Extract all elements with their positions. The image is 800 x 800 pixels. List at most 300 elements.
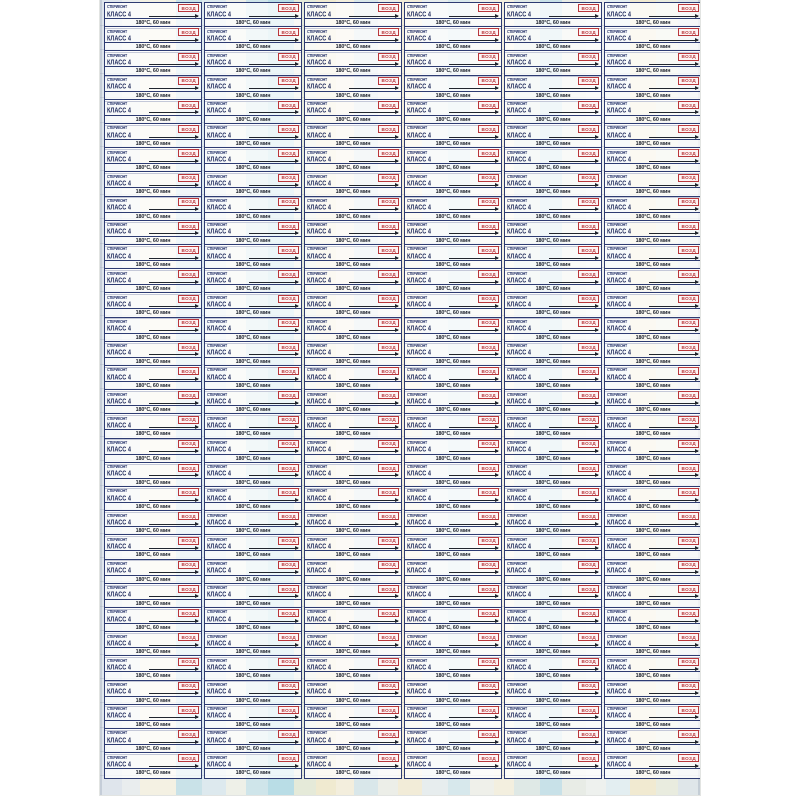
regime-text: 180°C, 60 мин <box>105 212 201 222</box>
indicator-label <box>404 365 502 392</box>
class-text: КЛАСС 4 <box>307 131 331 140</box>
brand-logo: СТЕРИКОНТ <box>207 634 228 639</box>
indicator-label <box>204 752 302 779</box>
brand-logo: СТЕРИКОНТ <box>407 29 428 34</box>
mode-badge: ВОЗД <box>478 149 499 157</box>
mode-badge: ВОЗД <box>678 512 699 520</box>
regime-text: 180°C, 60 мин <box>405 212 501 222</box>
indicator-label <box>304 341 402 368</box>
right-arrow-icon <box>249 258 298 259</box>
class-text: КЛАСС 4 <box>107 301 131 309</box>
label-body <box>605 494 700 503</box>
label-body <box>605 714 700 719</box>
indicator-label <box>404 438 502 465</box>
regime-text: 180°C, 60 мин <box>305 115 401 125</box>
right-arrow-icon <box>249 596 298 597</box>
class-text: КЛАСС 4 <box>307 422 331 430</box>
right-arrow-icon <box>449 233 498 234</box>
label-body <box>605 252 700 261</box>
class-text: КЛАСС 4 <box>607 446 631 454</box>
class-text: КЛАСС 4 <box>307 664 331 672</box>
indicator-label <box>304 680 402 707</box>
right-arrow-icon <box>249 403 298 404</box>
right-arrow-icon <box>149 306 198 307</box>
indicator-label <box>304 510 402 537</box>
indicator-label <box>604 220 700 247</box>
brand-logo: СТЕРИКОНТ <box>107 343 128 349</box>
right-arrow-icon <box>249 451 298 452</box>
mode-badge: ВОЗД <box>278 270 299 278</box>
label-body <box>205 230 301 235</box>
right-arrow-icon <box>249 137 298 138</box>
label-body <box>305 736 401 745</box>
regime-text: 180°C, 60 мин <box>605 502 700 512</box>
mode-badge: ВОЗД <box>278 367 299 375</box>
indicator-label <box>604 196 700 223</box>
brand-logo: СТЕРИКОНТ <box>607 416 628 422</box>
brand-logo: СТЕРИКОНТ <box>307 610 328 615</box>
label-body <box>405 351 501 356</box>
class-text: КЛАСС 4 <box>307 736 331 745</box>
class-text: КЛАСС 4 <box>207 277 231 285</box>
indicator-label <box>104 292 202 319</box>
mode-badge: ВОЗД <box>578 754 599 762</box>
regime-text: 180°C, 60 мин <box>505 42 601 52</box>
class-text: КЛАСС 4 <box>607 228 631 237</box>
right-arrow-icon <box>249 766 298 767</box>
label-body <box>505 545 601 550</box>
class-text: КЛАСС 4 <box>507 446 531 454</box>
class-text: КЛАСС 4 <box>307 277 331 285</box>
regime-text: 180°C, 60 мин <box>505 768 601 778</box>
regime-text: 180°C, 60 мин <box>605 66 700 76</box>
indicator-label <box>104 99 202 126</box>
regime-text: 180°C, 60 мин <box>305 66 401 76</box>
regime-text: 180°C, 60 мин <box>305 623 401 633</box>
class-text: КЛАСС 4 <box>207 156 231 164</box>
label-body <box>605 593 700 598</box>
right-arrow-icon <box>549 282 598 283</box>
mode-badge: ВОЗД <box>478 222 499 230</box>
mode-badge: ВОЗД <box>678 246 699 254</box>
right-arrow-icon <box>149 500 198 501</box>
brand-logo: СТЕРИКОНТ <box>407 440 428 446</box>
indicator-label <box>304 534 402 561</box>
brand-logo: СТЕРИКОНТ <box>607 368 628 373</box>
regime-text: 180°C, 60 мин <box>205 720 301 730</box>
class-text: КЛАСС 4 <box>607 591 631 600</box>
right-arrow-icon <box>349 282 398 283</box>
label-body <box>105 642 201 647</box>
right-arrow-icon <box>249 161 298 162</box>
class-text: КЛАСС 4 <box>307 591 331 600</box>
right-arrow-icon <box>249 88 298 89</box>
right-arrow-icon <box>349 693 398 694</box>
mode-badge: ВОЗД <box>378 270 399 278</box>
right-arrow-icon <box>649 548 698 549</box>
brand-logo: СТЕРИКОНТ <box>207 610 228 615</box>
right-arrow-icon <box>549 669 598 670</box>
class-text: КЛАСС 4 <box>307 107 331 116</box>
label-body <box>105 182 201 187</box>
class-text: КЛАСС 4 <box>107 398 131 406</box>
class-text: КЛАСС 4 <box>307 640 331 648</box>
label-body <box>105 666 201 671</box>
mode-badge: ВОЗД <box>678 174 699 182</box>
label-body <box>205 763 301 768</box>
indicator-label <box>604 2 700 29</box>
label-body <box>205 472 301 477</box>
right-arrow-icon <box>149 475 198 476</box>
brand-logo: СТЕРИКОНТ <box>407 610 428 615</box>
mode-badge: ВОЗД <box>478 754 499 762</box>
class-text: КЛАСС 4 <box>207 107 231 116</box>
indicator-label <box>104 268 202 295</box>
mode-badge: ВОЗД <box>478 512 499 520</box>
regime-text: 180°C, 60 мин <box>505 187 601 197</box>
indicator-label <box>404 171 502 198</box>
mode-badge: ВОЗД <box>578 706 599 714</box>
brand-logo: СТЕРИКОНТ <box>207 513 228 518</box>
class-text: КЛАСС 4 <box>407 180 431 188</box>
indicator-label <box>604 147 700 174</box>
indicator-label <box>304 26 402 53</box>
class-text: КЛАСС 4 <box>207 373 231 382</box>
brand-logo: СТЕРИКОНТ <box>307 392 328 397</box>
class-text: КЛАСС 4 <box>207 422 231 430</box>
mode-badge: ВОЗД <box>278 343 299 351</box>
brand-logo: СТЕРИКОНТ <box>407 561 428 567</box>
regime-text: 180°C, 60 мин <box>205 115 301 125</box>
label-body <box>605 131 700 140</box>
right-arrow-icon <box>449 548 498 549</box>
mode-badge: ВОЗД <box>378 4 399 12</box>
class-text: КЛАСС 4 <box>507 664 531 672</box>
brand-logo: СТЕРИКОНТ <box>607 150 628 155</box>
class-text: КЛАСС 4 <box>107 156 131 164</box>
right-arrow-icon <box>649 209 698 210</box>
class-text: КЛАСС 4 <box>407 83 431 91</box>
label-body <box>105 373 201 382</box>
mode-badge: ВОЗД <box>678 101 699 109</box>
right-arrow-icon <box>649 112 698 113</box>
regime-text: 180°C, 60 мин <box>205 647 301 657</box>
label-body <box>105 569 201 574</box>
mode-badge: ВОЗД <box>678 658 699 666</box>
mode-badge: ВОЗД <box>378 706 399 714</box>
class-text: КЛАСС 4 <box>507 398 531 406</box>
right-arrow-icon <box>349 427 398 428</box>
brand-logo: СТЕРИКОНТ <box>507 561 528 567</box>
regime-text: 180°C, 60 мин <box>505 381 601 391</box>
indicator-label <box>604 583 700 610</box>
mode-badge: ВОЗД <box>378 561 399 569</box>
indicator-label <box>204 486 302 513</box>
label-body <box>305 158 401 163</box>
indicator-label <box>404 220 502 247</box>
regime-text: 180°C, 60 мин <box>305 212 401 222</box>
brand-logo: СТЕРИКОНТ <box>507 5 528 10</box>
brand-logo: СТЕРИКОНТ <box>107 29 128 34</box>
right-arrow-icon <box>249 645 298 646</box>
regime-text: 180°C, 60 мин <box>405 115 501 125</box>
brand-logo: СТЕРИКОНТ <box>207 247 228 252</box>
indicator-label <box>604 510 700 537</box>
mode-badge: ВОЗД <box>378 101 399 109</box>
right-arrow-icon <box>549 88 598 89</box>
indicator-label <box>204 2 302 29</box>
indicator-label <box>304 389 402 416</box>
label-body <box>405 545 501 550</box>
regime-text: 180°C, 60 мин <box>205 526 301 536</box>
label-body <box>205 10 301 19</box>
indicator-label <box>604 486 700 513</box>
regime-text: 180°C, 60 мин <box>105 284 201 294</box>
label-body <box>105 472 201 477</box>
mode-badge: ВОЗД <box>578 4 599 12</box>
label-body <box>505 252 601 261</box>
regime-text: 180°C, 60 мин <box>605 91 700 101</box>
class-text: КЛАСС 4 <box>607 688 631 696</box>
mode-badge: ВОЗД <box>178 391 199 399</box>
label-body <box>105 763 201 768</box>
regime-text: 180°C, 60 мин <box>105 671 201 681</box>
regime-text: 180°C, 60 мин <box>605 454 700 464</box>
indicator-label <box>404 728 502 755</box>
regime-text: 180°C, 60 мин <box>605 478 700 488</box>
regime-text: 180°C, 60 мин <box>305 187 401 197</box>
brand-logo: СТЕРИКОНТ <box>507 513 528 518</box>
regime-text: 180°C, 60 мин <box>605 163 700 173</box>
class-text: КЛАСС 4 <box>507 712 531 721</box>
indicator-label <box>104 462 202 489</box>
class-text: КЛАСС 4 <box>107 131 131 140</box>
class-text: КЛАСС 4 <box>607 252 631 261</box>
class-text: КЛАСС 4 <box>407 277 431 285</box>
right-arrow-icon <box>649 40 698 41</box>
class-text: КЛАСС 4 <box>207 180 231 188</box>
mode-badge: ВОЗД <box>478 343 499 351</box>
right-arrow-icon <box>549 185 598 186</box>
indicator-label <box>404 317 502 344</box>
brand-logo: СТЕРИКОНТ <box>107 464 128 470</box>
class-text: КЛАСС 4 <box>507 567 531 575</box>
brand-logo: СТЕРИКОНТ <box>207 368 228 373</box>
class-text: КЛАСС 4 <box>307 59 331 67</box>
regime-text: 180°C, 60 мин <box>605 260 700 270</box>
mode-badge: ВОЗД <box>178 319 199 327</box>
label-grid <box>100 0 700 795</box>
right-arrow-icon <box>249 112 298 113</box>
mode-badge: ВОЗД <box>578 270 599 278</box>
right-arrow-icon <box>549 645 598 646</box>
mode-badge: ВОЗД <box>578 682 599 690</box>
brand-logo: СТЕРИКОНТ <box>107 537 128 543</box>
brand-logo: СТЕРИКОНТ <box>507 150 528 155</box>
brand-logo: СТЕРИКОНТ <box>207 101 228 107</box>
regime-text: 180°C, 60 мин <box>505 454 601 464</box>
mode-badge: ВОЗД <box>178 682 199 690</box>
indicator-label <box>204 26 302 53</box>
class-text: КЛАСС 4 <box>207 543 231 551</box>
brand-logo: СТЕРИКОНТ <box>407 537 428 543</box>
class-text: КЛАСС 4 <box>507 422 531 430</box>
label-body <box>605 279 700 284</box>
label-body <box>205 690 301 695</box>
brand-logo: СТЕРИКОНТ <box>407 392 428 397</box>
right-arrow-icon <box>249 500 298 501</box>
right-arrow-icon <box>349 717 398 718</box>
brand-logo: СТЕРИКОНТ <box>607 755 628 760</box>
right-arrow-icon <box>349 185 398 186</box>
indicator-label <box>204 292 302 319</box>
label-body <box>305 10 401 19</box>
class-text: КЛАСС 4 <box>507 277 531 285</box>
regime-text: 180°C, 60 мин <box>505 139 601 149</box>
indicator-label <box>404 196 502 223</box>
regime-text: 180°C, 60 мин <box>305 381 401 391</box>
brand-logo: СТЕРИКОНТ <box>307 658 328 664</box>
brand-logo: СТЕРИКОНТ <box>207 706 228 712</box>
indicator-label <box>604 26 700 53</box>
mode-badge: ВОЗД <box>378 658 399 666</box>
right-arrow-icon <box>349 645 398 646</box>
mode-badge: ВОЗД <box>478 682 499 690</box>
regime-text: 180°C, 60 мин <box>105 744 201 754</box>
mode-badge: ВОЗД <box>478 706 499 714</box>
right-arrow-icon <box>149 88 198 89</box>
regime-text: 180°C, 60 мин <box>505 478 601 488</box>
class-text: КЛАСС 4 <box>407 664 431 672</box>
regime-text: 180°C, 60 мин <box>205 139 301 149</box>
class-text: КЛАСС 4 <box>407 640 431 648</box>
brand-logo: СТЕРИКОНТ <box>207 489 228 494</box>
indicator-label <box>404 680 502 707</box>
indicator-label <box>304 147 402 174</box>
label-body <box>205 593 301 598</box>
brand-logo: СТЕРИКОНТ <box>107 513 128 518</box>
label-body <box>605 182 700 187</box>
indicator-label <box>104 389 202 416</box>
mode-badge: ВОЗД <box>478 537 499 545</box>
label-body <box>305 615 401 624</box>
regime-text: 180°C, 60 мин <box>105 405 201 415</box>
regime-text: 180°C, 60 мин <box>105 526 201 536</box>
mode-badge: ВОЗД <box>278 754 299 762</box>
class-text: КЛАСС 4 <box>207 519 231 527</box>
class-text: КЛАСС 4 <box>507 761 531 769</box>
indicator-label <box>104 244 202 271</box>
indicator-label <box>204 583 302 610</box>
label-body <box>605 642 700 647</box>
class-text: КЛАСС 4 <box>207 204 231 212</box>
brand-logo: СТЕРИКОНТ <box>307 731 328 736</box>
mode-badge: ВОЗД <box>378 28 399 36</box>
mode-badge: ВОЗД <box>378 440 399 448</box>
mode-badge: ВОЗД <box>678 754 699 762</box>
mode-badge: ВОЗД <box>178 658 199 666</box>
regime-text: 180°C, 60 мин <box>405 502 501 512</box>
regime-text: 180°C, 60 мин <box>605 381 700 391</box>
label-body <box>205 61 301 66</box>
class-text: КЛАСС 4 <box>607 83 631 91</box>
right-arrow-icon <box>449 403 498 404</box>
brand-logo: СТЕРИКОНТ <box>407 53 428 59</box>
regime-text: 180°C, 60 мин <box>305 163 401 173</box>
class-text: КЛАСС 4 <box>407 422 431 430</box>
mode-badge: ВОЗД <box>478 125 499 133</box>
label-body <box>105 131 201 140</box>
regime-text: 180°C, 60 мин <box>605 768 700 778</box>
indicator-label <box>204 607 302 634</box>
label-body <box>605 424 700 429</box>
regime-text: 180°C, 60 мин <box>405 91 501 101</box>
right-arrow-icon <box>449 161 498 162</box>
mode-badge: ВОЗД <box>578 633 599 641</box>
mode-badge: ВОЗД <box>178 440 199 448</box>
label-body <box>505 666 601 671</box>
regime-text: 180°C, 60 мин <box>105 720 201 730</box>
label-body <box>505 85 601 90</box>
right-arrow-icon <box>449 766 498 767</box>
class-text: КЛАСС 4 <box>107 688 131 696</box>
class-text: КЛАСС 4 <box>207 301 231 309</box>
label-body <box>105 279 201 284</box>
class-text: КЛАСС 4 <box>107 10 131 19</box>
right-arrow-icon <box>349 548 398 549</box>
label-body <box>305 714 401 719</box>
label-body <box>105 593 201 598</box>
class-text: КЛАСС 4 <box>107 180 131 188</box>
mode-badge: ВОЗД <box>478 391 499 399</box>
right-arrow-icon <box>649 766 698 767</box>
indicator-label <box>504 752 602 779</box>
right-arrow-icon <box>549 209 598 210</box>
indicator-label <box>504 292 602 319</box>
brand-logo: СТЕРИКОНТ <box>207 440 228 446</box>
mode-badge: ВОЗД <box>378 174 399 182</box>
brand-logo: СТЕРИКОНТ <box>107 489 128 494</box>
regime-text: 180°C, 60 мин <box>605 599 700 609</box>
brand-logo: СТЕРИКОНТ <box>407 343 428 349</box>
brand-logo: СТЕРИКОНТ <box>207 755 228 760</box>
mode-badge: ВОЗД <box>578 658 599 666</box>
brand-logo: СТЕРИКОНТ <box>307 247 328 252</box>
indicator-label <box>404 292 502 319</box>
right-arrow-icon <box>449 645 498 646</box>
brand-logo: СТЕРИКОНТ <box>307 126 328 131</box>
class-text: КЛАСС 4 <box>407 325 431 333</box>
class-text: КЛАСС 4 <box>307 228 331 237</box>
label-body <box>305 37 401 42</box>
brand-logo: СТЕРИКОНТ <box>607 706 628 712</box>
mode-badge: ВОЗД <box>178 198 199 206</box>
brand-logo: СТЕРИКОНТ <box>607 537 628 543</box>
indicator-label <box>204 196 302 223</box>
class-text: КЛАСС 4 <box>507 204 531 212</box>
indicator-label <box>204 704 302 731</box>
mode-badge: ВОЗД <box>178 174 199 182</box>
brand-logo: СТЕРИКОНТ <box>607 198 628 204</box>
regime-text: 180°C, 60 мин <box>305 284 401 294</box>
mode-badge: ВОЗД <box>578 53 599 61</box>
mode-badge: ВОЗД <box>478 4 499 12</box>
right-arrow-icon <box>449 524 498 525</box>
mode-badge: ВОЗД <box>478 416 499 424</box>
label-body <box>605 10 700 19</box>
regime-text: 180°C, 60 мин <box>205 454 301 464</box>
indicator-label <box>604 50 700 77</box>
